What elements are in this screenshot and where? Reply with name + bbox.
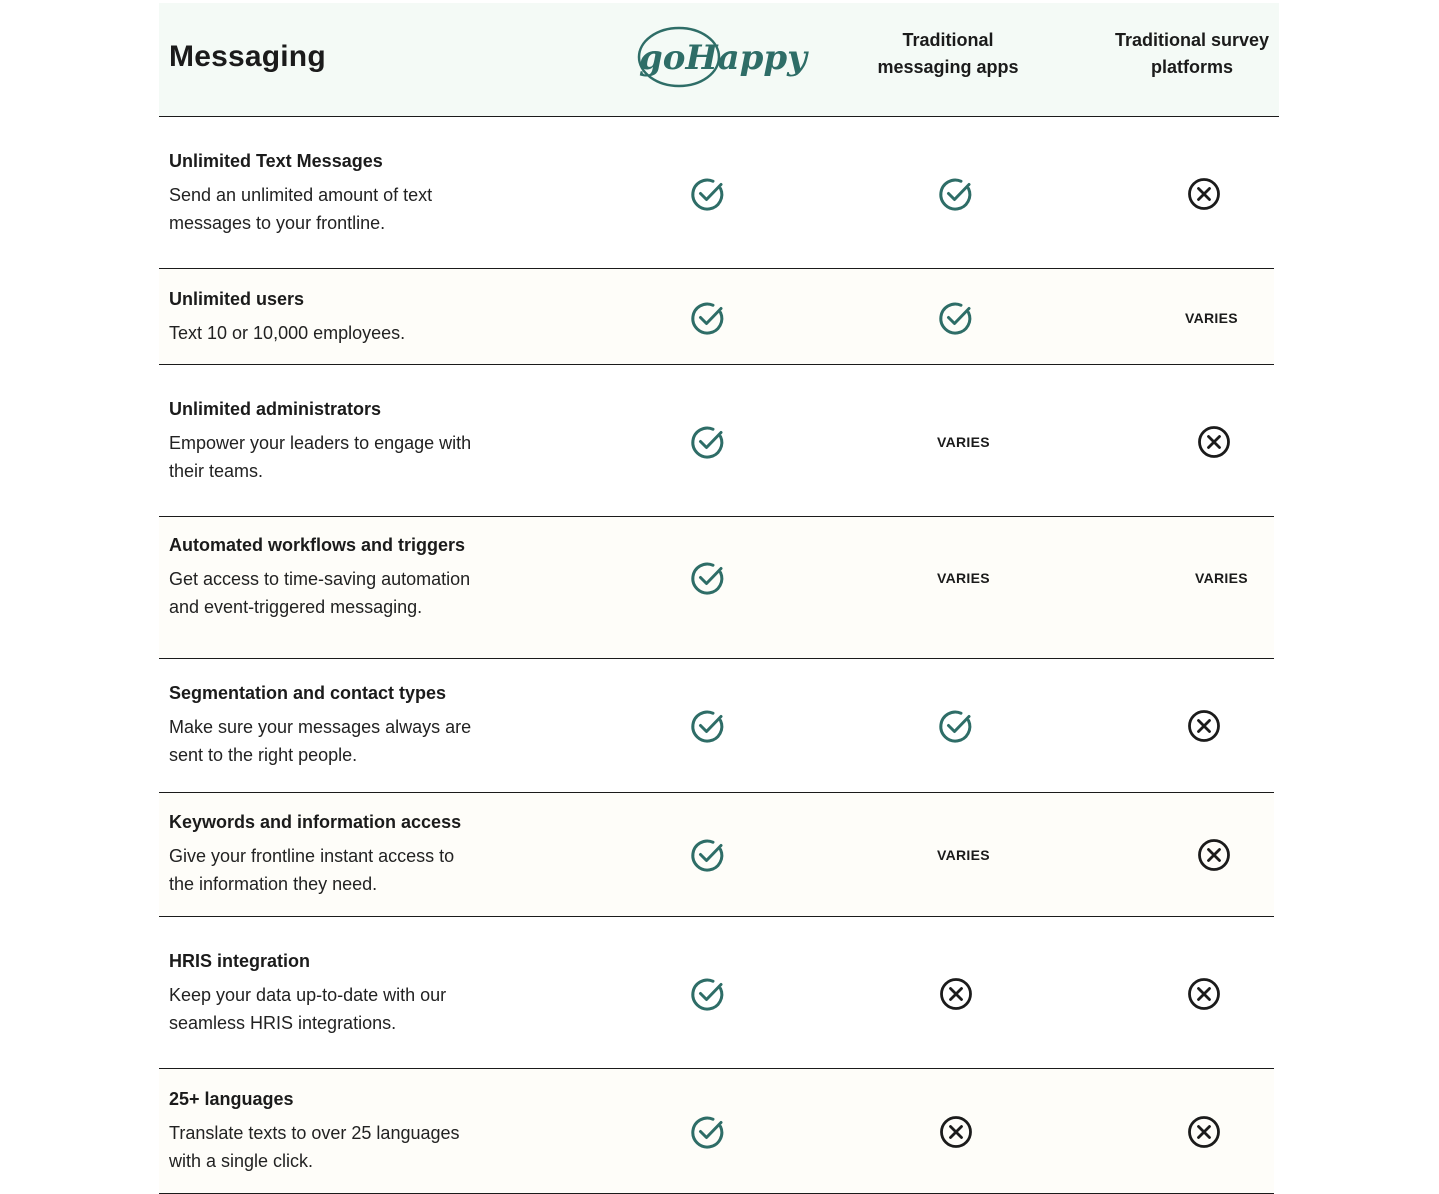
column-header-line: Traditional: [902, 30, 994, 50]
description-line: Make sure your messages always are: [169, 717, 472, 737]
description-line: Empower your leaders to engage with: [169, 433, 472, 453]
feature-name: Segmentation and contact types: [169, 683, 447, 703]
feature-description: [169, 1119, 499, 1175]
description-line: seamless HRIS integrations.: [169, 1013, 397, 1033]
table-row: [159, 269, 1274, 365]
table-row: [159, 365, 1274, 517]
description-line: the information they need.: [169, 874, 378, 894]
check-icon: [691, 301, 725, 335]
feature-name: Unlimited Text Messages: [169, 151, 383, 171]
cross-icon: [939, 1115, 973, 1149]
section-title: Messaging: [169, 40, 326, 73]
check-icon: [691, 1115, 725, 1149]
feature-name: 25+ languages: [169, 1089, 294, 1109]
column-header-line: messaging apps: [877, 57, 1019, 77]
feature-name: Keywords and information access: [169, 812, 462, 832]
comparison-table: [159, 3, 1279, 1194]
varies-label: VARIES: [937, 847, 990, 863]
description-line: and event-triggered messaging.: [169, 597, 423, 617]
cross-icon: [1187, 177, 1221, 211]
description-line: Send an unlimited amount of text: [169, 185, 433, 205]
feature-description: [169, 565, 499, 621]
check-icon: [939, 709, 973, 743]
description-line: their teams.: [169, 461, 264, 481]
check-icon: [691, 177, 725, 211]
cross-icon: [1197, 425, 1231, 459]
check-icon: [691, 977, 725, 1011]
cross-icon: [1187, 977, 1221, 1011]
logo-text: goHappy: [639, 38, 807, 78]
description-line: Give your frontline instant access to: [169, 846, 455, 866]
feature-description: [169, 713, 499, 769]
check-icon: [939, 301, 973, 335]
cross-icon: [1197, 838, 1231, 872]
cross-icon: [939, 977, 973, 1011]
feature-name: HRIS integration: [169, 951, 311, 971]
varies-label: VARIES: [937, 570, 990, 586]
cross-icon: [1187, 1115, 1221, 1149]
table-row: [159, 793, 1274, 917]
table-row: [159, 517, 1274, 659]
column-header-line: platforms: [1150, 57, 1233, 77]
table-row: [159, 659, 1274, 793]
check-icon: [691, 838, 725, 872]
varies-label: VARIES: [1185, 310, 1238, 326]
description-line: with a single click.: [169, 1151, 314, 1171]
description-line: Translate texts to over 25 languages: [169, 1123, 460, 1143]
table-row: [159, 917, 1274, 1069]
feature-description: [169, 429, 499, 485]
varies-label: VARIES: [1195, 570, 1248, 586]
check-icon: [939, 177, 973, 211]
column-header-survey-platforms: [1104, 27, 1280, 81]
table-header: [159, 3, 1279, 117]
cross-icon: [1187, 709, 1221, 743]
feature-name: Automated workflows and triggers: [169, 535, 466, 555]
description-line: Get access to time-saving automation: [169, 569, 471, 589]
feature-name: Unlimited administrators: [169, 399, 382, 419]
feature-description: [169, 181, 499, 237]
column-header-messaging-apps: [858, 27, 1038, 81]
description-line: Keep your data up-to-date with our: [169, 985, 447, 1005]
description-line: Text 10 or 10,000 employees.: [169, 323, 406, 343]
gohappy-logo: [633, 25, 807, 91]
table-body: [159, 117, 1279, 1194]
check-icon: [691, 561, 725, 595]
feature-description: [169, 981, 499, 1037]
column-header-line: Traditional survey: [1114, 30, 1270, 50]
varies-label: VARIES: [937, 434, 990, 450]
feature-description: [169, 319, 499, 347]
description-line: sent to the right people.: [169, 745, 358, 765]
check-icon: [691, 709, 725, 743]
check-icon: [691, 425, 725, 459]
feature-description: [169, 842, 499, 898]
table-row: [159, 1069, 1274, 1194]
feature-name: Unlimited users: [169, 289, 305, 309]
table-row: [159, 117, 1274, 269]
description-line: messages to your frontline.: [169, 213, 386, 233]
